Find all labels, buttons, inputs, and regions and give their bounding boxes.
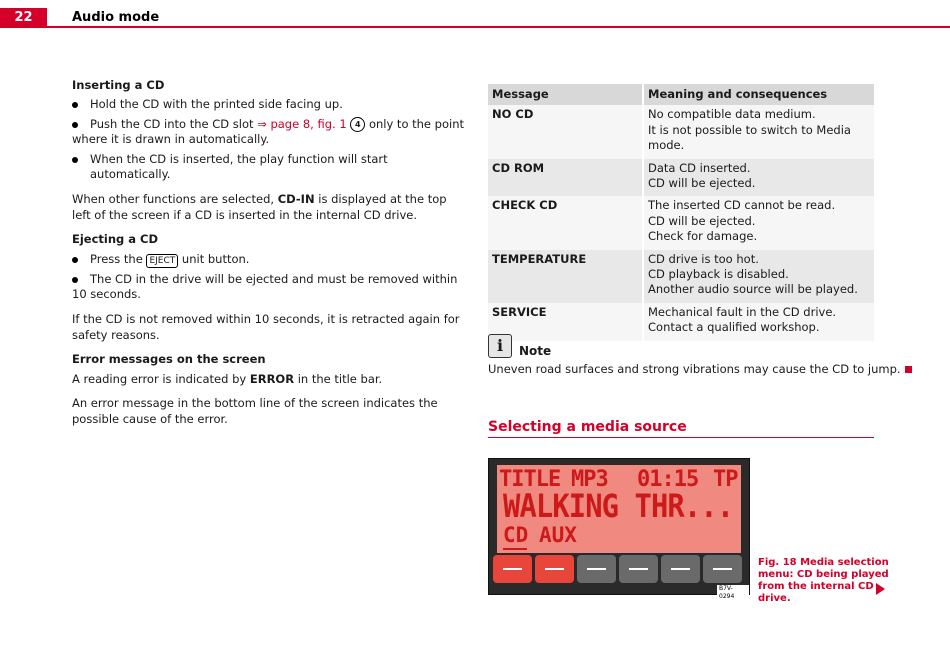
error-message-table [488,84,874,341]
header-rule [0,26,950,28]
error-heading: Error messages on the screen [72,352,266,367]
page-number: 22 [0,8,47,28]
table-row: CD ROM Data CD inserted. CD will be ejected. [488,159,874,197]
figure-caption: Fig. 18 Media selection menu: CD being played from the internal CD drive. [758,557,889,604]
section-title: Selecting a media source [488,419,687,435]
callout-number: 4 [350,117,365,132]
softkey-2[interactable] [535,555,574,583]
list-item: The CD in the drive will be ejected and must be removed within 10 seconds. [72,271,458,302]
page-reference-link[interactable]: ⇒ page 8, fig. 1 [257,116,347,131]
figure-code: B7V-0294 [717,585,749,601]
softkey-4[interactable] [619,555,658,583]
softkey-row [493,555,745,583]
table-row: SERVICE Mechanical fault in the CD drive. Contact a qualified workshop. [488,303,874,341]
lcd-time: 01:15 [637,467,699,492]
note-text: Uneven road surfaces and strong vibrations may cause the CD to jump. [488,362,912,376]
error-paragraph-1: A reading error is indicated by ERROR in the title bar. [72,371,383,386]
error-paragraph-2: An error message in the bottom line of the screen indicates the possible cause of the error. [72,396,438,426]
lcd-track-name: WALKING THR... [503,487,734,525]
list-item: Hold the CD with the printed side facing up. [72,97,467,112]
note-label: Note [519,344,552,358]
table-header-message: Message [488,84,643,105]
lcd-tp: TP [713,467,738,492]
softkey-3[interactable] [577,555,616,583]
continue-arrow-icon [876,583,885,595]
lcd-title-label: TITLE [499,467,561,492]
media-selection-figure [488,458,750,600]
page-title: Audio mode [72,10,160,25]
softkey-5[interactable] [661,555,700,583]
table-row: NO CD No compatible data medium. It is not possible to switch to Media mode. [488,105,874,158]
eject-paragraph: If the CD is not removed within 10 seconds, it is retracted again for safety reasons. [72,312,460,342]
inserting-heading: Inserting a CD [72,78,165,92]
end-marker-icon [905,366,912,373]
lcd-source-cd: CD [503,523,529,547]
softkey-6[interactable] [703,555,742,583]
list-item: Press the EJECT unit button. [72,252,467,268]
softkey-1[interactable] [493,555,532,583]
lcd-screen [497,465,741,553]
table-header-meaning: Meaning and consequences [643,84,874,105]
section-rule [488,437,874,438]
table-row: TEMPERATURE CD drive is too hot. CD playback is disabled. Another audio source will be played. [488,250,874,303]
selection-underline [503,548,527,550]
ejecting-heading: Ejecting a CD [72,232,159,247]
table-row: CHECK CD The inserted CD cannot be read. CD will be ejected. Check for damage. [488,196,874,249]
eject-key: EJECT [146,254,178,268]
cd-in-paragraph: When other functions are selected, CD-IN is displayed at the top left of the screen if a CD is inserted in the internal CD drive. [72,192,447,222]
list-item: When the CD is inserted, the play function will start automatically. [72,152,467,183]
lcd-format: MP3 [571,467,608,492]
list-item: Push the CD into the CD slot ⇒ page 8, fig. 1 4 only to the point where it is drawn in automatically. [72,116,464,147]
info-icon: i [488,334,512,358]
left-column [72,78,467,436]
lcd-source-aux: AUX [539,523,577,547]
